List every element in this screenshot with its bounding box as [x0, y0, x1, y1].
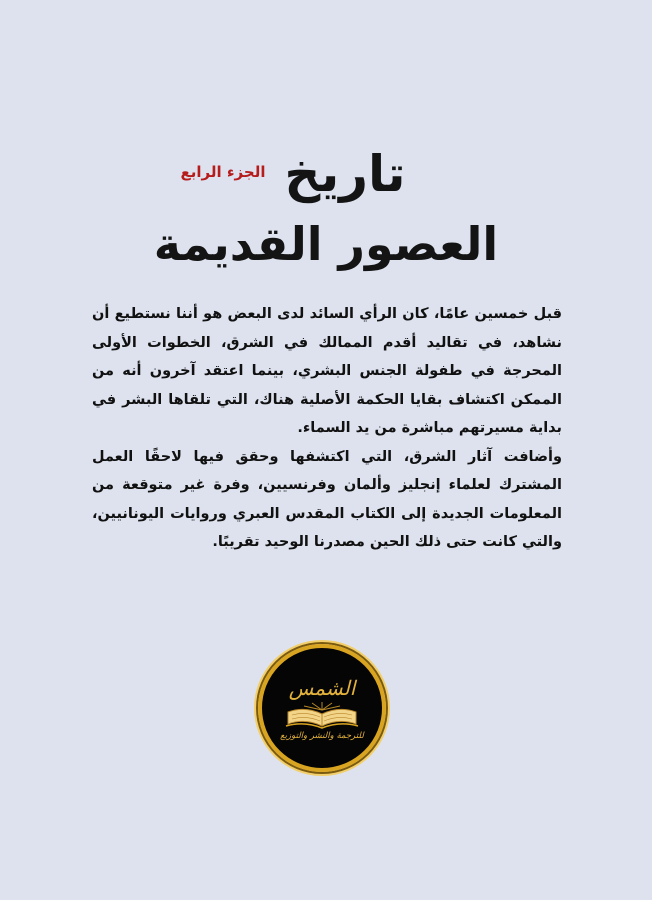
publisher-logo [258, 644, 386, 772]
back-cover-blurb [92, 300, 562, 557]
blurb-paragraph-1: قبل خمسين عامًا، كان الرأي السائد لدى البعض هو أننا نستطيع أن نشاهد، في تقاليد أقدم الممالك في الشرق، الخطوات الأولى المحرجة في طفولة الجنس البشري، بينما اعتقد آخرون أنه من الممكن اكتشاف بقايا الحكمة الأصلية هناك، التي تلقاها البشر في بداية مسيرتهم مباشرة من يد السماء. [92, 306, 562, 436]
open-book-icon [262, 648, 382, 768]
book-subtitle: العصور القديمة [153, 217, 499, 271]
publisher-name: الشمس [288, 676, 356, 700]
volume-label: الجزء الرابع [180, 163, 266, 181]
book-title: تاريخ [284, 145, 406, 203]
title-block [0, 138, 652, 278]
publisher-tagline: للترجمة والنشر والتوزيع [280, 731, 364, 741]
blurb-paragraph-2: وأضافت آثار الشرق، التي اكتشفها وحقق فيها لاحقًا العمل المشترك لعلماء إنجليز وألمان وفرنسيين، وفرة غير متوقعة من المعلومات الجديدة إلى الكتاب المقدس العبري وروايات اليونانيين، والتي كانت حتى ذلك الحين مصدرنا الوحيد تقريبًا. [92, 448, 562, 550]
